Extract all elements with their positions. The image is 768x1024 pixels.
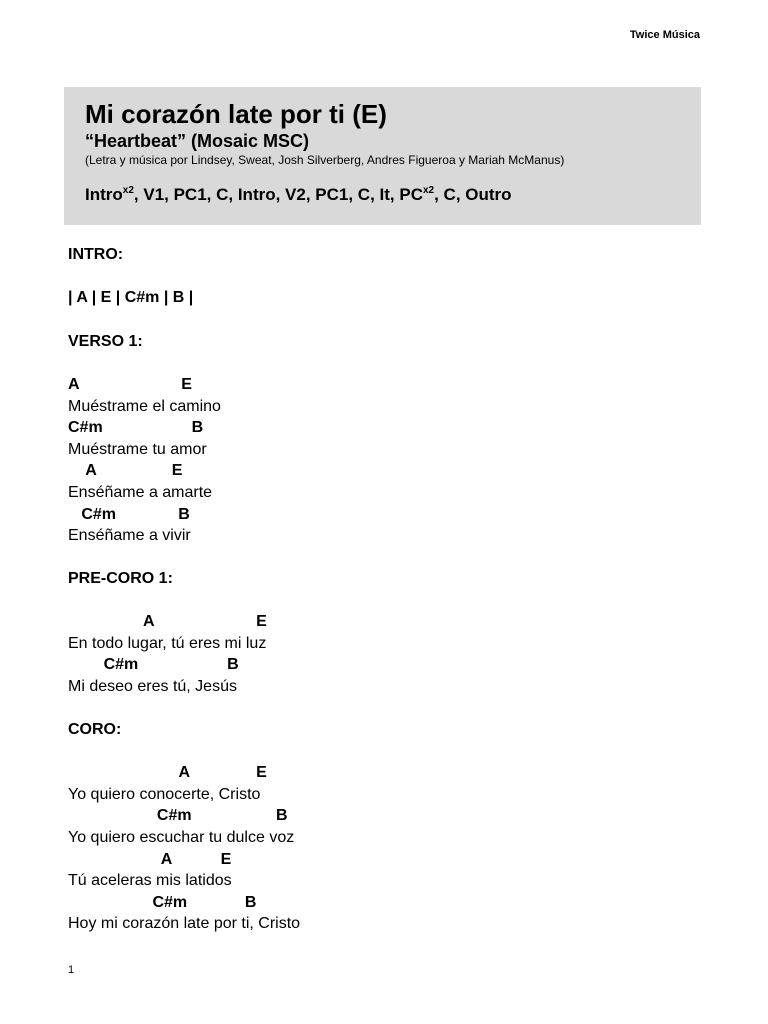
song-title: Mi corazón late por ti (E) [85, 99, 387, 129]
coro-lyric-line: Hoy mi corazón late por ti, Cristo [68, 915, 301, 932]
coro-chord-line: C#m B [68, 894, 257, 911]
verse1-chord-line: A E [68, 462, 183, 479]
precoro1-lyric-line: En todo lugar, tú eres mi luz [68, 635, 267, 652]
intro-chord-line: | A | E | C#m | B | [68, 289, 194, 306]
section-label-pre-coro-1: PRE-CORO 1: [68, 570, 173, 587]
coro-chord-line: C#m B [68, 807, 288, 824]
precoro1-chord-line: A E [68, 613, 267, 630]
precoro1-lyric-line: Mi deseo eres tú, Jesús [68, 678, 237, 695]
verse1-chord-line: C#m B [68, 419, 204, 436]
coro-lyric-line: Yo quiero escuchar tu dulce voz [68, 829, 295, 846]
structure-part-3: , C, Outro [434, 185, 512, 204]
section-label-coro: CORO: [68, 721, 122, 738]
verse1-chord-line: C#m B [68, 506, 190, 523]
page-number: 1 [68, 964, 75, 976]
song-structure [85, 185, 512, 205]
song-subtitle: “Heartbeat” (Mosaic MSC) [85, 131, 310, 151]
verse1-lyric-line: Muéstrame el camino [68, 398, 221, 415]
section-label-intro: INTRO: [68, 246, 124, 263]
structure-superscript-2: x2 [422, 185, 435, 196]
coro-lyric-line: Tú aceleras mis latidos [68, 872, 232, 889]
verse1-lyric-line: Muéstrame tu amor [68, 441, 207, 458]
verse1-lyric-line: Enséñame a vivir [68, 527, 191, 544]
verse1-lyric-line: Enséñame a amarte [68, 484, 213, 501]
page-header-brand: Twice Música [629, 29, 700, 41]
structure-part-1: Intro [85, 185, 123, 204]
song-credits: (Letra y música por Lindsey, Sweat, Josh Silverberg, Andres Figueroa y Mariah McManus) [85, 153, 565, 167]
section-label-verse-1: VERSO 1: [68, 333, 143, 350]
structure-superscript-1: x2 [122, 185, 134, 196]
coro-chord-line: A E [68, 764, 267, 781]
coro-chord-line: A E [68, 851, 232, 868]
structure-part-2: , V1, PC1, C, Intro, V2, PC1, C, It, PC [133, 185, 423, 204]
song-title-box [64, 87, 701, 225]
precoro1-chord-line: C#m B [68, 656, 239, 673]
coro-lyric-line: Yo quiero conocerte, Cristo [68, 786, 261, 803]
verse1-chord-line: A E [68, 376, 192, 393]
